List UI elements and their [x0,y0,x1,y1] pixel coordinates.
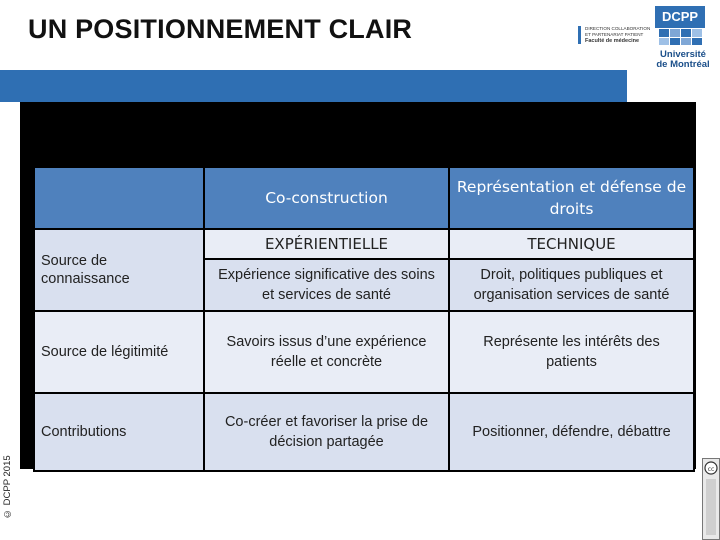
positioning-table [33,166,695,472]
page-title: UN POSITIONNEMENT CLAIR [28,14,413,44]
logo-line1: DIRECTION COLLABORATION [585,26,651,31]
subheader-technique: TECHNIQUE [449,229,694,259]
cell-legitimite-rep: Représente les intérêts des patients [449,311,694,393]
table-header-row [34,167,694,229]
row-label-legitimite: Source de légitimité [34,311,204,393]
copyright-credit: © DCPP 2015 [2,455,13,519]
row-label-connaissance: Source de connaissance [34,229,204,311]
subheader-experientielle: EXPÉRIENTIELLE [204,229,449,259]
dcpp-badge: DCPP [655,6,705,28]
puzzle-logo-icon [657,28,705,46]
logo-line2: ET PARTENARIAT PATIENT [585,32,644,37]
logo-faculty: Faculté de médecine [585,38,640,44]
university-line2: de Montréal [656,59,710,70]
svg-text:cc: cc [707,466,715,473]
creative-commons-icon [702,458,720,540]
cell-connaissance-co: Expérience significative des soins et services de santé [204,259,449,311]
university-line1: Université [660,49,706,60]
header-band [0,70,627,102]
table-row [34,311,694,393]
cell-connaissance-rep: Droit, politiques publiques et organisation services de santé [449,259,694,311]
university-logo [650,50,716,70]
row-label-contributions: Contributions [34,393,204,471]
dcpp-text-logo [578,26,653,44]
header-representation: Représentation et défense de droits [449,167,694,229]
cell-legitimite-co: Savoirs issus d’une expérience réelle et concrète [204,311,449,393]
table-subheader-row [34,229,694,259]
table-row [34,393,694,471]
header-empty-cell [34,167,204,229]
header-co-construction: Co-construction [204,167,449,229]
cell-contributions-co: Co-créer et favoriser la prise de décision partagée [204,393,449,471]
cell-contributions-rep: Positionner, défendre, débattre [449,393,694,471]
